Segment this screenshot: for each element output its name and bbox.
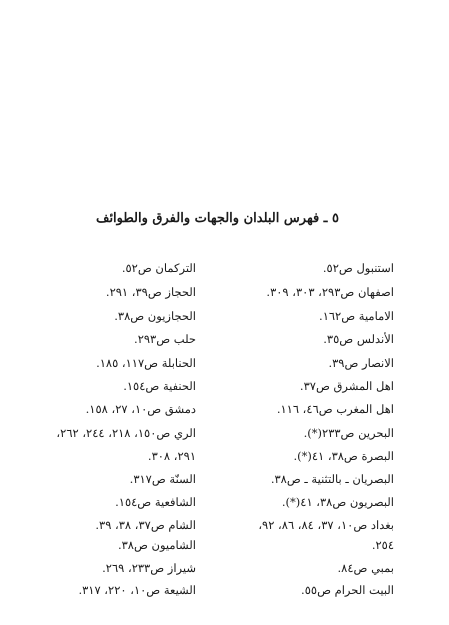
index-entry: اهل المشرق ص٣٧. <box>299 379 394 393</box>
index-entry: البصريان ـ بالتثنية ـ ص٣٨. <box>270 472 394 486</box>
index-entry: استنبول ص٥٢. <box>322 261 394 275</box>
index-entry: الحجاز ص٣٩، ٢٩١. <box>105 285 196 299</box>
index-entry: البصريون ص٣٨، ٤١(*). <box>281 495 394 509</box>
index-entry: البصرة ص٣٨، ٤١(*). <box>293 449 394 463</box>
index-entry: السنّة ص٣١٧. <box>129 472 196 486</box>
index-entry: الحنفية ص١٥٤. <box>123 379 196 393</box>
index-entry: شيراز ص٢٣٣، ٢٦٩. <box>102 561 196 575</box>
index-entry: الامامية ص١٦٢. <box>319 309 394 323</box>
index-entry: الشاميون ص٣٨. <box>117 538 196 552</box>
index-heading: ٥ ـ فهرس البلدان والجهات والفرق والطوائف <box>95 211 339 226</box>
index-entry: ٢٩١، ٣٠٨. <box>147 449 196 463</box>
index-entry: بغداد ص١٠، ٣٧، ٨٤، ٨٦، ٩٢، <box>258 518 394 532</box>
index-entry: دمشق ص١٠، ٢٧، ١٥٨. <box>85 402 196 416</box>
index-entry: الانصار ص٣٩. <box>328 356 394 370</box>
index-entry: البيت الحرام ص٥٥. <box>301 583 394 597</box>
index-entry: البحرين ص٢٣٣(*). <box>303 426 394 440</box>
index-entry: اصفهان ص٢٩٣، ٣٠٣، ٣٠٩. <box>266 285 394 299</box>
index-entry: بمبي ص٨٤. <box>337 561 394 575</box>
index-entry: الحنابلة ص١١٧، ١٨٥. <box>96 356 196 370</box>
index-entry: الحجازيون ص٣٨. <box>114 309 196 323</box>
index-entry: الشافعية ص١٥٤. <box>115 495 196 509</box>
index-entry: الشيعة ص١٠، ٢٢٠، ٣١٧. <box>78 583 196 597</box>
index-entry: اهل المغرب ص٤٦، ١١٦. <box>276 402 394 416</box>
index-entry: ٢٥٤. <box>371 538 394 552</box>
index-entry: الأندلس ص٣٥. <box>323 332 394 346</box>
index-entry: التركمان ص٥٢. <box>121 261 196 275</box>
index-entry: حلب ص٢٩٣. <box>134 332 196 346</box>
index-entry: الري ص١٥٠، ٢١٨، ٢٤٤، ٢٦٢، <box>56 426 196 440</box>
index-entry: الشام ص٣٧، ٣٨، ٣٩. <box>95 518 196 532</box>
